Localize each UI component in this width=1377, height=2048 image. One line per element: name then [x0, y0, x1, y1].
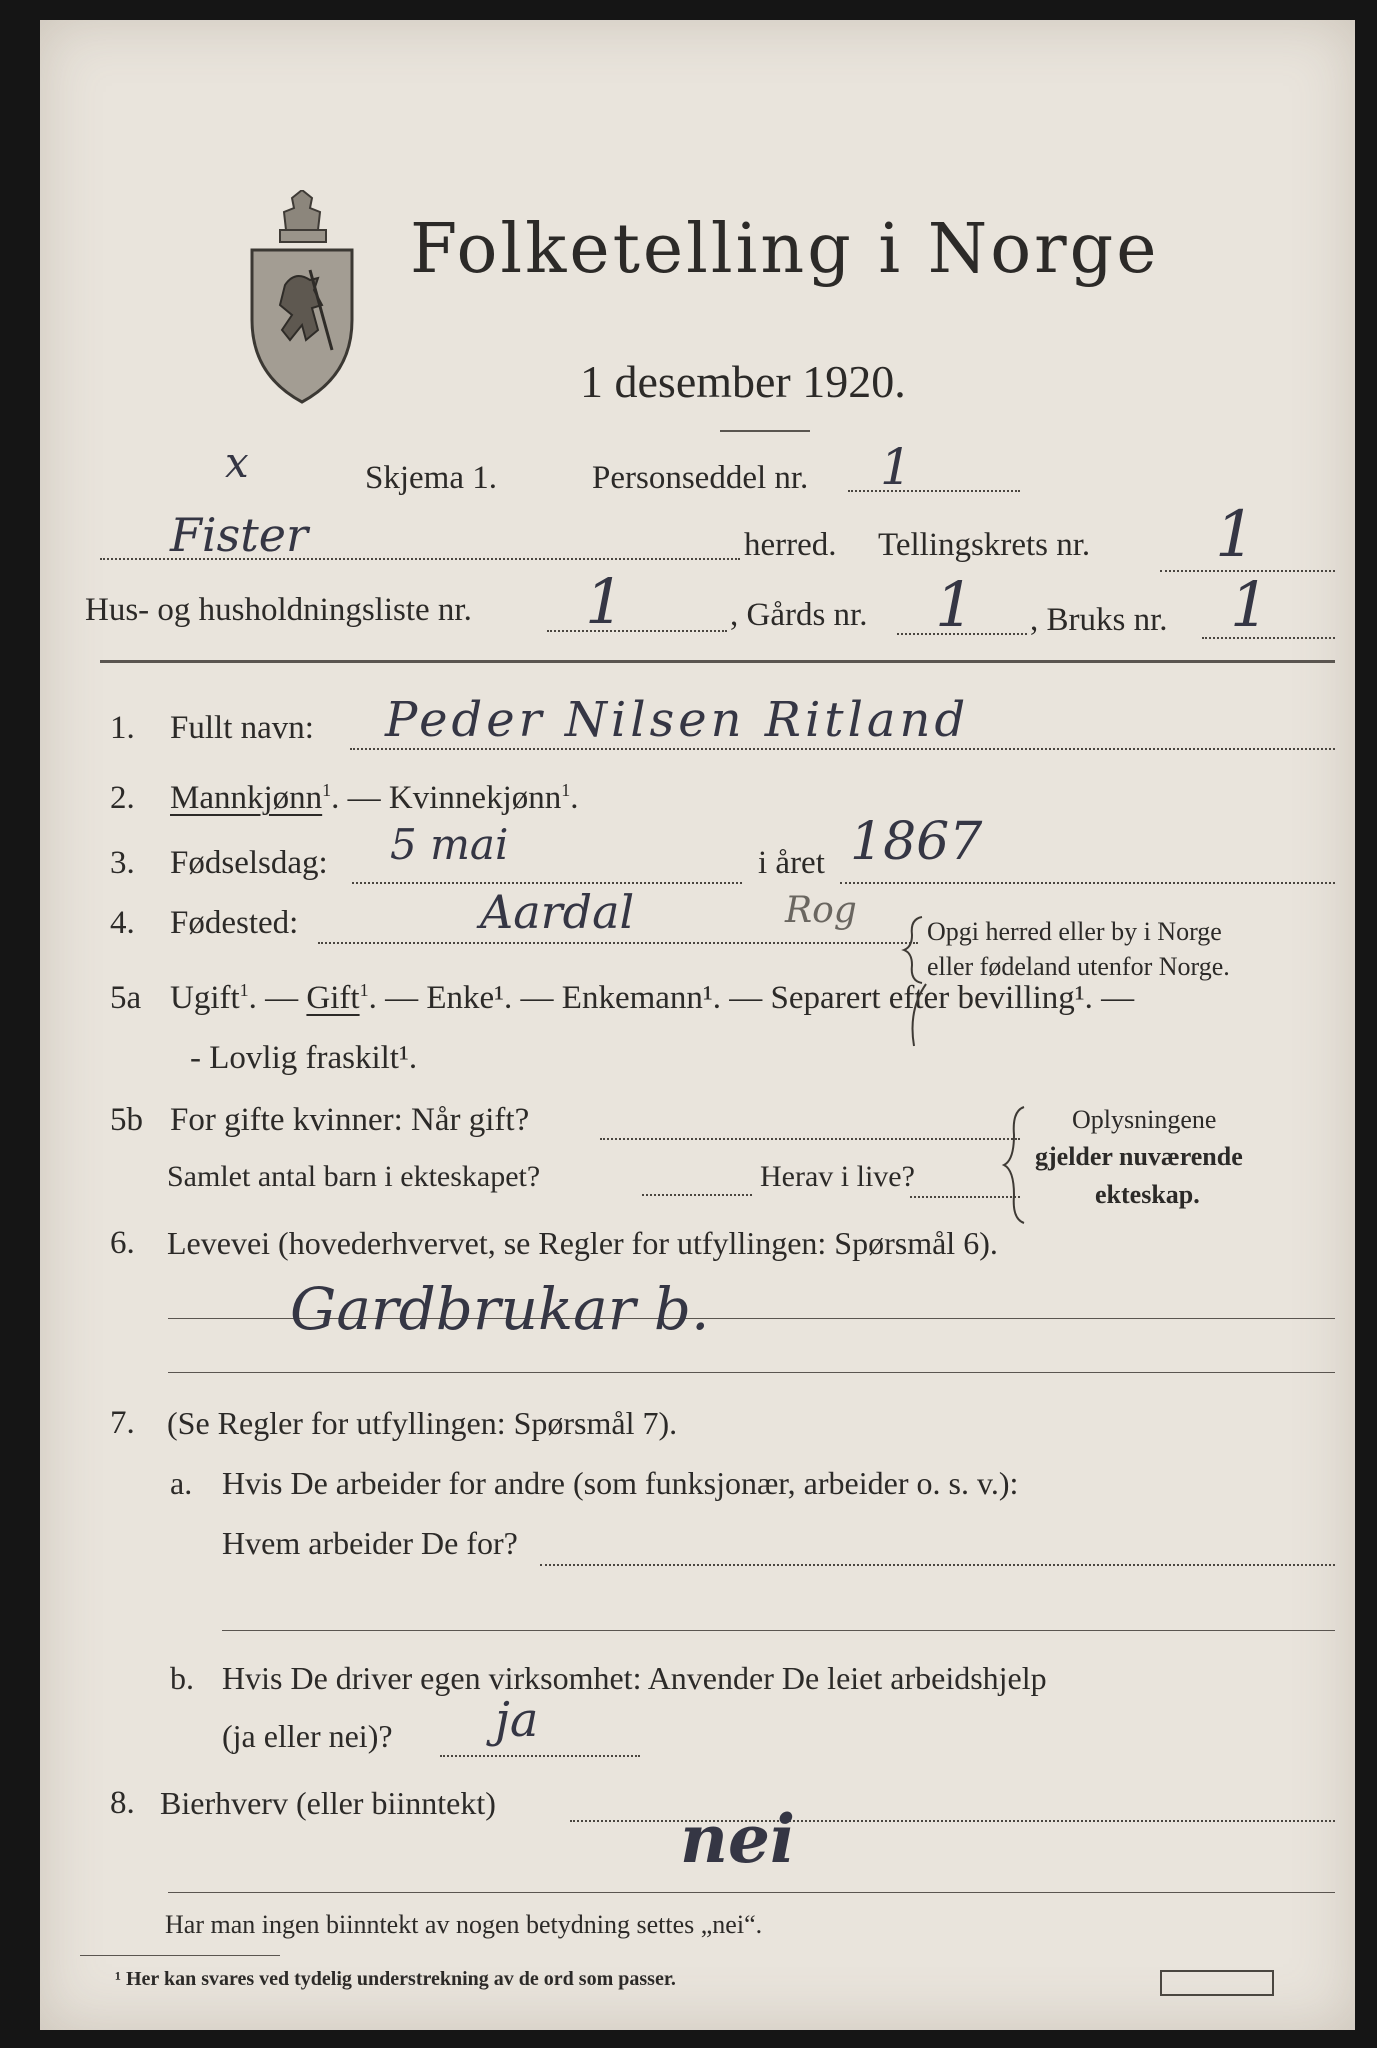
q6-number: 6.	[110, 1225, 135, 1261]
q5a-gift: Gift	[306, 980, 360, 1016]
footer-note: Har man ingen biinntekt av nogen betydning settes „nei“.	[165, 1910, 763, 1939]
printer-mark	[1160, 1970, 1274, 1996]
q4-answer: Aardal	[480, 885, 635, 939]
herred-line	[100, 558, 740, 560]
tellingskrets-label: Tellingskrets nr.	[878, 527, 1091, 563]
herred-value: Fister	[170, 508, 308, 562]
q3-day-line	[352, 882, 742, 884]
q4-answer2: Rog	[785, 890, 857, 931]
q5a-options: Ugift$^1$. — Gift$^1$. — Enke¹. — Enkemann¹. — Separert efter bevilling¹. —	[170, 980, 1135, 1016]
gards-value: 1	[935, 568, 975, 641]
q5b-line2-dots	[642, 1194, 752, 1196]
personseddel-line	[848, 490, 1020, 492]
q7b-dots	[440, 1755, 640, 1757]
husliste-line	[547, 630, 727, 632]
herred-mark: x	[225, 438, 249, 487]
q6-line2	[168, 1372, 1335, 1373]
q5a-line2: - Lovlig fraskilt¹.	[190, 1040, 418, 1076]
footnote: ¹ Her kan svares ved tydelig understrekning av de ord som passer.	[115, 1968, 676, 1990]
herred-label: herred.	[744, 527, 837, 563]
q3-year-label: i året	[758, 845, 825, 881]
q2-options: Mannkjønn$^1$. — Kvinnekjønn$^1$.	[170, 780, 579, 816]
q5b-herav: Herav i live?	[760, 1160, 915, 1193]
form-title: Folketelling i Norge	[410, 210, 1160, 289]
bruks-value: 1	[1230, 568, 1270, 641]
q1-number: 1.	[110, 710, 135, 746]
q5b-note1: Oplysningene	[1072, 1105, 1217, 1134]
q1-answer: Peder Nilsen Ritland	[385, 692, 970, 748]
q5b-line1: For gifte kvinner: Når gift?	[170, 1102, 530, 1138]
q5a-number: 5a	[110, 980, 142, 1016]
q5b-note2: gjelder nuværende	[1035, 1142, 1243, 1171]
q4-number: 4.	[110, 905, 135, 941]
q6-answer: Gardbrukar b.	[290, 1275, 710, 1343]
q8-number: 8.	[110, 1785, 135, 1821]
q2-sep: . —	[331, 780, 389, 816]
q6-label: Levevei (hovederhvervet, se Regler for utfyllingen: Spørsmål 6).	[167, 1225, 998, 1261]
footnote-divider	[80, 1955, 280, 1956]
q3-label: Fødselsdag:	[170, 845, 328, 881]
gards-label: , Gårds nr.	[730, 597, 868, 633]
title-divider	[720, 430, 810, 432]
q3-year: 1867	[850, 812, 983, 872]
q4-note-line1: Opgi herred eller by i Norge	[927, 917, 1222, 946]
q7a-line3	[222, 1630, 1335, 1631]
q7-label: (Se Regler for utfyllingen: Spørsmål 7).	[167, 1405, 678, 1441]
skjema-label: Skjema 1.	[365, 460, 497, 496]
q7-number: 7.	[110, 1405, 135, 1441]
q8-line2	[168, 1892, 1335, 1893]
q4-note-brace	[900, 915, 926, 985]
census-form-page	[40, 20, 1355, 2030]
husliste-value: 1	[585, 565, 625, 638]
coat-of-arms-icon	[240, 190, 365, 405]
bruks-label: , Bruks nr.	[1030, 602, 1168, 638]
q7b-answer: ja	[495, 1692, 539, 1748]
q8-label: Bierhverv (eller biinntekt)	[160, 1785, 496, 1821]
q7a-dots	[540, 1564, 1335, 1566]
q4-note-line2: eller fødeland utenfor Norge.	[927, 952, 1230, 981]
q7a-line1: Hvis De arbeider for andre (som funksjonær, arbeider o. s. v.):	[222, 1465, 1019, 1501]
q3-day: 5 mai	[390, 820, 509, 869]
header-divider	[100, 660, 1335, 663]
q5b-note-brace	[1000, 1105, 1030, 1225]
q8-answer: nei	[680, 1800, 796, 1878]
q5b-note3: ekteskap.	[1095, 1180, 1200, 1209]
q4-label: Fødested:	[170, 905, 299, 941]
personseddel-label: Personseddel nr.	[592, 460, 809, 496]
q5a-ugift: Ugift	[170, 980, 240, 1016]
q3-year-line	[840, 882, 1335, 884]
q5b-line1-dots	[600, 1138, 1020, 1140]
q5b-number: 5b	[110, 1102, 143, 1138]
tellingskrets-value: 1	[1215, 498, 1256, 572]
husliste-label: Hus- og husholdningsliste nr.	[85, 592, 472, 628]
q7a-line2: Hvem arbeider De for?	[222, 1525, 518, 1561]
q1-line	[350, 748, 1335, 750]
census-date: 1 desember 1920.	[580, 356, 906, 407]
q4-line	[318, 942, 918, 944]
separator-stroke	[900, 980, 940, 1050]
q2-number: 2.	[110, 780, 135, 816]
q7b-line1: Hvis De driver egen virksomhet: Anvender De leiet arbeidshjelp	[222, 1660, 1047, 1696]
q5b-line2: Samlet antal barn i ekteskapet?	[167, 1160, 541, 1193]
q1-label: Fullt navn:	[170, 710, 314, 746]
q3-number: 3.	[110, 845, 135, 881]
personseddel-value: 1	[880, 438, 912, 496]
q7a-letter: a.	[170, 1465, 193, 1501]
q2-mann: Mannkjønn	[170, 780, 323, 816]
q7b-letter: b.	[170, 1660, 194, 1696]
q2-kvinne: Kvinnekjønn	[388, 780, 562, 816]
q7b-line2: (ja eller nei)?	[222, 1718, 393, 1754]
